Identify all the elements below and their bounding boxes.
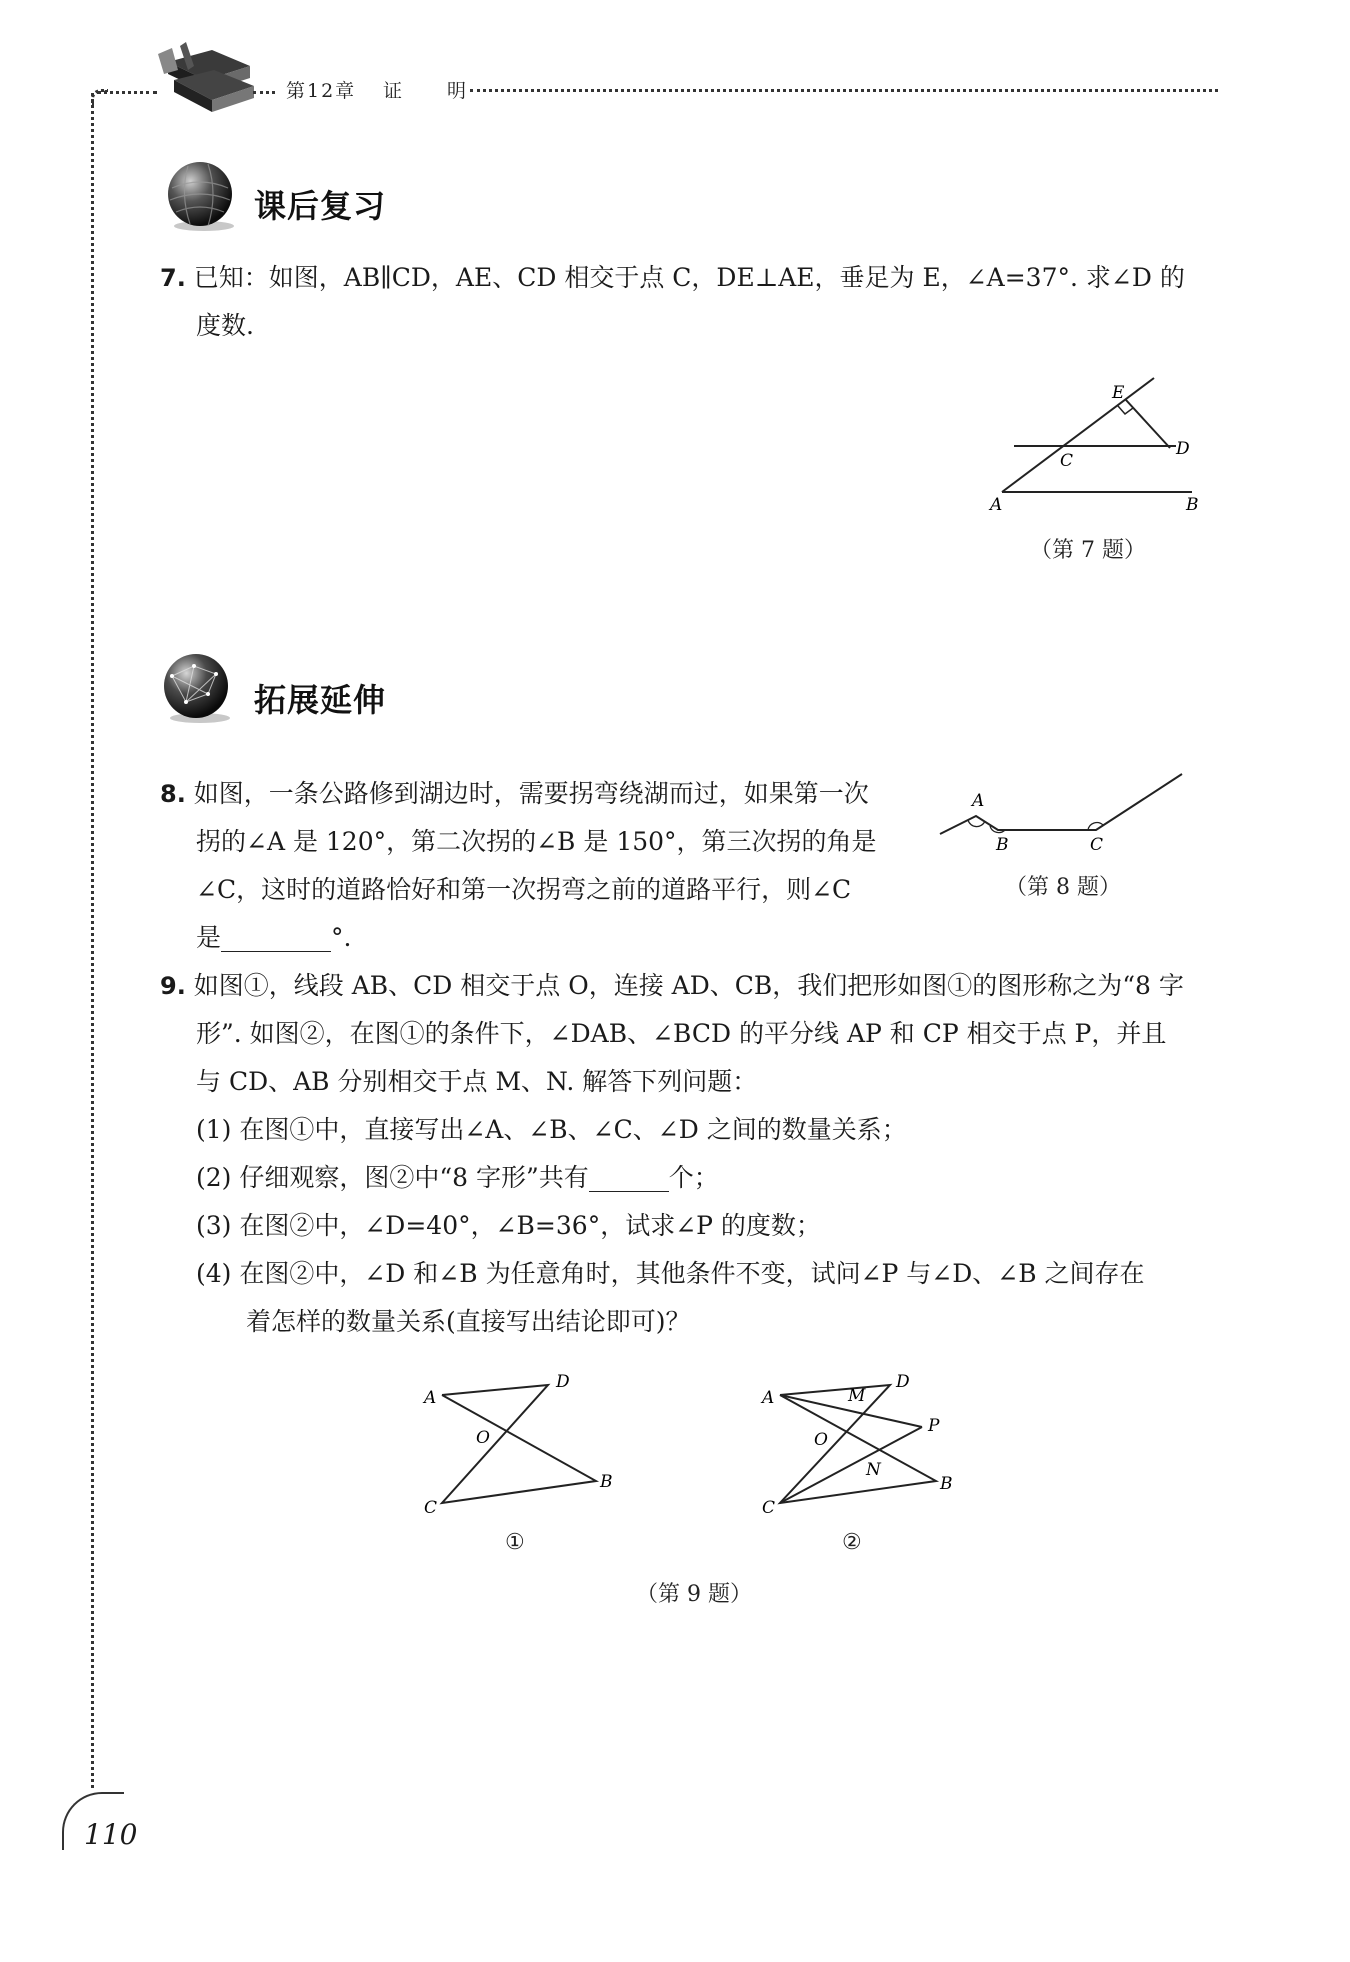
q9-line2: 形”. 如图②，在图①的条件下，∠DAB、∠BCD 的平分线 AP 和 CP 相交于点 P，并且 [196,1019,1167,1048]
q8-label-a: A [972,791,985,811]
q8-text-line1 [160,770,869,818]
q9-answer-blank[interactable] [589,1161,669,1192]
q8-caption: （第 8 题） [1005,875,1121,900]
q9-fig2-label-b: B [940,1474,953,1494]
q9-text-line1 [160,962,1184,1010]
q8-line4-post: °. [331,923,352,952]
q9-fig2-label-m: M [848,1386,866,1406]
q7-line1: 已知：如图，AB∥CD，AE、CD 相交于点 C，DE⊥AE，垂足为 E，∠A=37°. 求∠D 的 [193,263,1185,292]
q8-line1: 如图，一条公路修到湖边时，需要拐弯绕湖而过，如果第一次 [193,779,869,808]
q9-text-sub2 [196,1154,719,1202]
q9-figure-1 [410,1365,630,1519]
header-logo [150,40,260,124]
header-rule-dots [253,91,275,94]
q7-figure [980,370,1220,524]
q9-sub4-line1: (4) 在图②中，∠D 和∠B 为任意角时，其他条件不变，试问∠P 与∠D、∠B 之间存在 [196,1259,1145,1288]
q9-fig2-label-a: A [762,1388,775,1408]
q9-sub2-pre: (2) 仔细观察，图②中“8 字形”共有 [196,1163,589,1192]
q7-right-angle-mark [1118,406,1133,414]
q9-figure-2 [750,1365,990,1519]
section-title-extension: 拓展延伸 [254,681,387,719]
book-stack-icon [158,42,254,112]
q9-sub4-line2: 着怎样的数量关系(直接写出结论即可)？ [246,1307,691,1336]
q7-label-d: D [1176,439,1190,459]
q9-line3: 与 CD、AB 分别相交于点 M、N. 解答下列问题： [196,1067,758,1096]
header-corner [91,89,108,106]
q7-label-e: E [1112,383,1125,403]
q7-text-line1 [160,254,1185,302]
q8-text-line4 [196,914,351,962]
section-title-review: 课后复习 [254,187,387,225]
q8-answer-blank[interactable] [221,921,331,952]
q9-fig2-label-c: C [762,1498,776,1515]
q9-sub1: (1) 在图①中，直接写出∠A、∠B、∠C、∠D 之间的数量关系； [196,1115,907,1144]
q9-fig1-label-c: C [424,1498,438,1515]
header-chapter: 第12章 [286,80,357,102]
q9-fig1-shape [442,1385,596,1503]
q7-line-de [1126,400,1170,448]
q8-number: 8. [160,780,186,808]
q8-line2: 拐的∠A 是 120°，第二次拐的∠B 是 150°，第三次拐的角是 [196,827,877,856]
q7-number: 7. [160,264,186,292]
q8-label-b: B [996,835,1009,855]
q8-figure [930,760,1190,864]
header-title-zheng: 证 [383,80,405,102]
q9-fig2-marker: ② [842,1530,862,1555]
q9-fig2-bisector-cp [780,1427,922,1503]
q7-label-a: A [990,495,1003,515]
page-number: 110 [84,1818,138,1851]
q9-fig1-label-d: D [556,1372,570,1392]
q8-label-c: C [1090,835,1104,855]
q9-sub3: (3) 在图②中，∠D=40°，∠B=36°，试求∠P 的度数； [196,1211,821,1240]
q9-fig1-marker: ① [505,1530,525,1555]
network-globe-icon [158,650,234,730]
q9-fig1-label-a: A [424,1388,437,1408]
q9-fig2-label-p: P [928,1416,940,1436]
q7-line-ae [1002,378,1154,492]
q9-number: 9. [160,972,186,1000]
q9-fig2-label-o: O [814,1430,828,1450]
globe-icon [162,158,238,238]
q8-line4-pre: 是 [196,923,222,952]
q8-line3: ∠C，这时的道路恰好和第一次拐弯之前的道路平行，则∠C [196,875,852,904]
header-title-ming: 明 [447,80,469,102]
q7-label-b: B [1186,495,1199,515]
q9-fig1-label-o: O [476,1428,490,1448]
header-rule-right [470,89,1218,92]
q7-caption: （第 7 题） [1030,538,1146,563]
q9-caption: （第 9 题） [636,1582,752,1607]
page-margin-rule [91,93,94,1788]
q7-label-c: C [1060,451,1074,471]
q9-sub2-post: 个； [668,1163,719,1192]
q7-line2: 度数. [196,311,254,340]
q9-fig2-label-n: N [866,1460,881,1480]
q9-line1: 如图①，线段 AB、CD 相交于点 O，连接 AD、CB，我们把形如图①的图形称之为“8 字 [193,971,1184,1000]
q9-fig1-label-b: B [600,1472,613,1492]
q9-fig2-label-d: D [896,1372,910,1392]
